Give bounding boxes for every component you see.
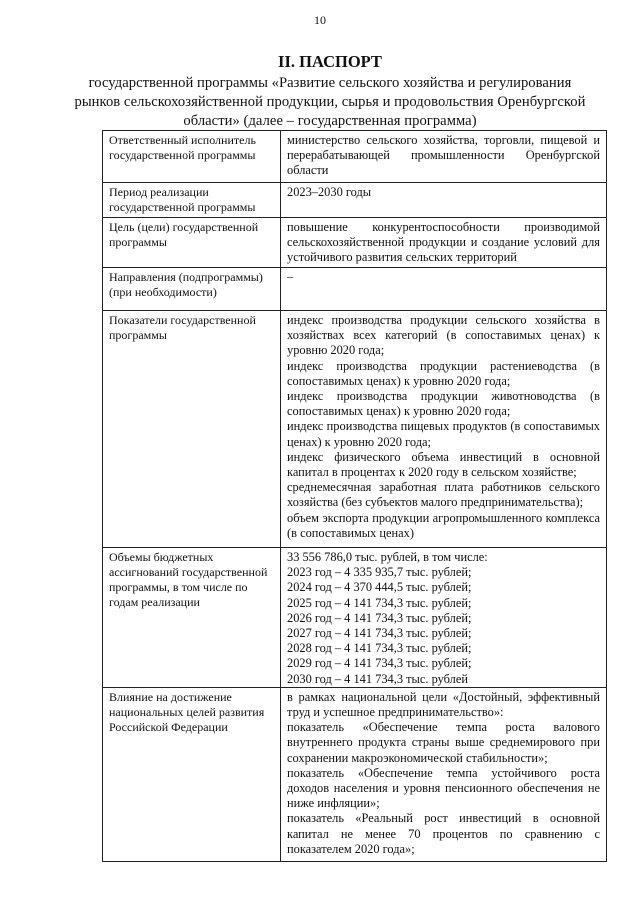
row-value (281, 183, 607, 218)
table-row (103, 183, 607, 218)
row-label: Цель (цели) государственной программы (103, 218, 281, 268)
value-line: повышение конкурентоспособности производимой сельскохозяйственной продукции и создание условий для устойчивого развития сельских территорий (287, 220, 600, 265)
row-value (281, 311, 607, 548)
value-line: среднемесячная заработная плата работников сельского хозяйства (без субъектов малого предпринимательства); (287, 480, 600, 510)
value-line: 2023–2030 годы (287, 185, 372, 199)
value-line: в рамках национальной цели «Достойный, эффективный труд и успешное предпринимательство»: (287, 689, 600, 720)
row-label: Показатели государственной программы (103, 311, 281, 548)
value-line: индекс физического объема инвестиций в основной капитал в процентах к 2020 году в сельском хозяйстве; (287, 449, 600, 480)
value-line: – (287, 269, 293, 283)
value-line: министерство сельского хозяйства, торговли, пищевой и перерабатывающей промышленности Оренбургской области (287, 133, 600, 178)
value-line: 2028 год – 4 141 734,3 тыс. рублей; (287, 641, 472, 656)
value-line: показатель «Обеспечение темпа устойчивого роста доходов населения и уровня пенсионного обеспечения не ниже инфляции»; (287, 765, 600, 811)
row-value (281, 268, 607, 311)
row-label: Период реализации государственной программы (103, 183, 281, 218)
value-line: 2023 год – 4 335 935,7 тыс. рублей; (287, 565, 472, 580)
row-value (281, 131, 607, 183)
table-row (103, 311, 607, 548)
value-line: индекс производства продукции сельского хозяйства в хозяйствах всех категорий (в сопоставимых ценах) к уровню 2020 года; (287, 313, 600, 358)
row-label: Объемы бюджетных ассигнований государственной программы, в том числе по годам реализации (103, 548, 281, 688)
table-row (103, 131, 607, 183)
table-row (103, 268, 607, 311)
value-line: 2027 год – 4 141 734,3 тыс. рублей; (287, 626, 472, 641)
document-title: II. ПАСПОРТ (278, 52, 382, 71)
page-number: 10 (314, 13, 326, 27)
passport-table (102, 130, 607, 862)
document-subtitle: государственной программы «Развитие сельского хозяйства и регулирования рынков сельскохозяйственной продукции, сырья и продовольствия Оренбургской области» (далее – государственная программа) (74, 75, 586, 129)
row-value (281, 687, 607, 861)
row-value (281, 218, 607, 268)
value-line: индекс производства продукции животноводства (в сопоставимых ценах) к уровню 2020 года; (287, 389, 600, 419)
value-line: 33 556 786,0 тыс. рублей, в том числе: (287, 550, 488, 564)
table-row (103, 548, 607, 688)
value-line: 2025 год – 4 141 734,3 тыс. рублей; (287, 595, 472, 610)
value-line: индекс производства пищевых продуктов (в сопоставимых ценах) к уровню 2020 года; (287, 419, 600, 449)
value-line: показатель «Реальный рост инвестиций в основной капитал не менее 70 процентов по сравнению с показателем 2020 года»; (287, 811, 600, 856)
row-label: Ответственный исполнитель государственной программы (103, 131, 281, 183)
value-line: 2029 год – 4 141 734,3 тыс. рублей; (287, 656, 472, 671)
table-row (103, 687, 607, 861)
value-line: 2030 год – 4 141 734,3 тыс. рублей (287, 671, 468, 686)
row-label: Направления (подпрограммы) (при необходимости) (103, 268, 281, 311)
table-row (103, 218, 607, 268)
value-line: объем экспорта продукции агропромышленного комплекса (в сопоставимых ценах) (287, 510, 600, 540)
value-line: 2026 год – 4 141 734,3 тыс. рублей; (287, 610, 472, 625)
document-heading (70, 52, 590, 131)
value-line: 2024 год – 4 370 444,5 тыс. рублей; (287, 580, 472, 595)
row-value (281, 548, 607, 688)
value-line: показатель «Обеспечение темпа роста валового внутреннего продукта страны выше среднемирового при сохранении макроэкономической стабильности»; (287, 720, 600, 765)
value-line: индекс производства продукции растениеводства (в сопоставимых ценах) к уровню 2020 года; (287, 358, 600, 388)
row-label: Влияние на достижение национальных целей развития Российской Федерации (103, 687, 281, 861)
